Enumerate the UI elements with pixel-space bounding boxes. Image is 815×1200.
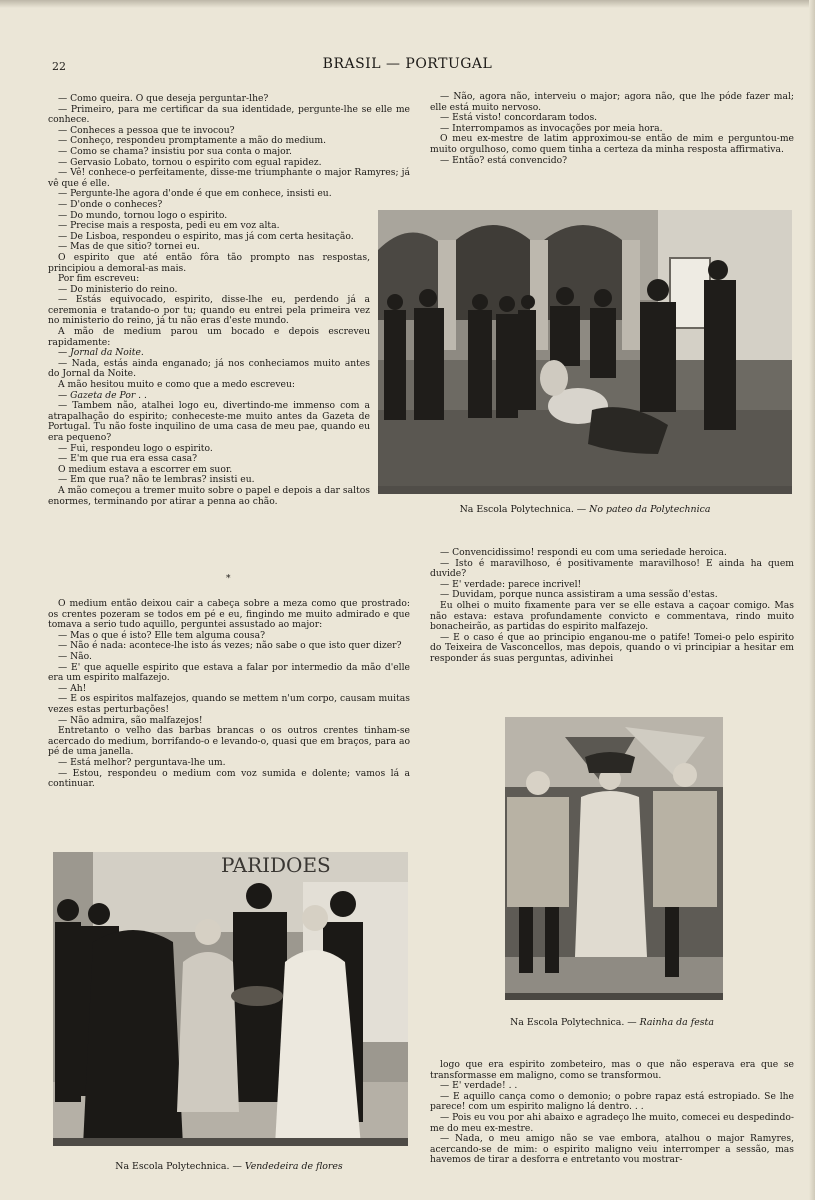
paragraph: — E aquillo cança como o demonio; o pobre rapaz está estropiado. Se lhe parece! com um espirito maligno lá dentro. . . [430,1090,794,1113]
paragraph: — Gervasio Lobato, tornou o espirito com egual rapidez. [58,156,322,168]
background-sign: PARIDOES [221,853,331,877]
paragraph: — Como queira. O que deseja perguntar-lhe? [58,93,269,104]
paragraph: Por fim escreveu: [58,273,140,285]
paragraph: — Interrompamos as invocações por meia hora. [440,122,663,134]
paragraph: — Fui, respondeu logo o espirito. [58,442,213,454]
text-column-left-middle [48,599,410,790]
paragraph: — Está visto! concordaram todos. [440,112,598,124]
page-number: 22 [52,60,66,73]
paragraph: — E os espiritos malfazejos, quando se mettem n'um corpo, causam muitas vezes estas perturbações! [48,693,410,715]
section-separator: * [226,574,231,584]
paragraph: — Não, agora não, interveiu o major; agora não, que lhe póde fazer mal; elle está muito nervoso. [430,91,794,113]
photo-queen [505,717,723,1000]
paragraph: — Mas de que sitio? tornei eu. [58,241,200,253]
photo-queen-image [505,717,723,1000]
paragraph: — Jornal da Noite. [58,347,144,359]
paragraph: — Não é nada: acontece-lhe isto ás vezes; não sabe o que isto quer dizer? [58,640,402,652]
paragraph: — Não. [58,650,92,662]
caption-subject: No pateo da Polytechnica [589,504,711,515]
page-top-edge [0,0,815,8]
paragraph: Eu olhei o muito fixamente para ver se elle estava a caçoar comigo. Mas não estava: estava profundamente convicto e commentava, rindo muito bonacheirão, as partidas do espirito malfazejo. [430,599,794,633]
paragraph: — Convencidissimo! respondi eu com uma seriedade heroica. [440,547,727,558]
paragraph: — Precise mais a resposta, pedi eu em voz alta. [58,220,280,232]
paragraph: A mão começou a tremer muito sobre o papel e depois a dar saltos enormes, terminando por atirar a penna ao chão. [48,484,370,507]
caption-place: Na Escola Polytechnica. [115,1161,230,1172]
paragraph: — E' que aquelle espirito que estava a falar por intermedio da mão d'elle era um espirito malfazejo. [48,661,410,684]
paragraph: — Conheces a pessoa que te invocou? [58,124,235,136]
caption-subject: Vendedeira de flores [244,1161,343,1172]
paragraph: O meu ex-mestre de latim approximou-se então de mim e perguntou-me muito orgulhoso, como quem tinha a certeza da minha resposta affirmativa. [430,133,794,155]
paragraph: O medium então deixou cair a cabeça sobre a meza como que prostrado: os crentes pozeram se todos em pé e eu, fingindo me muito admirado e que tomava a serio tudo aquillo, perguntei assustado ao major: [48,598,410,631]
page-header: BRASIL — PORTUGAL [322,56,493,72]
paragraph: — De Lisboa, respondeu o espirito, mas já com certa hesitação. [58,230,354,242]
caption-flower-seller: Na Escola Polytechnica. — Vendedeira de flores [115,1161,343,1172]
paragraph: — Pois eu vou por ahi abaixo e agradeço lhe muito, comecei eu despedindo-me do meu ex-mestre. [430,1111,794,1134]
text-column-right-top [430,92,794,166]
paragraph: — Primeiro, para me certificar da sua identidade, pergunte-lhe se elle me conhece. [48,103,410,126]
paragraph: — Nada, o meu amigo não se vae embora, atalhou o major Ramyres, acercando-se de mim: o espirito maligno veiu interromper a sessão, mas havemos de tirar a desforra e entretanto vou mostrar- [430,1133,794,1166]
paragraph: — Tambem não, atalhei logo eu, divertindo-me immenso com a atrapalhação do espirito; conheceste-me muito antes da Gazeta de Portugal. Tu não foste inquilino de uma casa de meu pae, quando eu era pequeno? [48,400,370,443]
paragraph: — Está melhor? perguntava-lhe um. [58,756,226,768]
caption-place: Na Escola Polytechnica. [459,504,574,515]
paragraph: — Como se chama? insistiu por sua conta o major. [58,145,292,157]
photo-flower-seller-image [53,852,408,1146]
paragraph: — Nada, estás ainda enganado; já nos conheciamos muito antes do Jornal da Noite. [48,357,370,380]
paragraph: Entretanto o velho das barbas brancas o os outros crentes tinham-se acercado do medium, borrifando-o e levando-o, quasi que em braços, para ao pé de uma janella. [48,725,410,758]
paragraph: — Pergunte-lhe agora d'onde é que em conhece, insisti eu. [58,188,332,200]
paragraph: — Então? está convencido? [440,154,568,166]
paragraph: — E' verdade! . . [440,1080,518,1092]
paragraph: O medium estava a escorrer em suor. [58,463,233,475]
paragraph: — Em que rua? não te lembras? insisti eu. [58,474,255,486]
paragraph: — D'onde o conheces? [58,198,163,210]
paragraph: — Conheço, respondeu promptamente a mão do medium. [58,135,327,147]
page-right-edge [809,0,815,1200]
paragraph: — Isto é maravilhoso, é positivamente maravilhoso! E ainda ha quem duvide? [430,557,794,580]
caption-queen: Na Escola Polytechnica. — Rainha da festa [510,1017,714,1028]
paragraph: — Ah! [58,682,87,694]
caption-courtyard: Na Escola Polytechnica. — No pateo da Polytechnica [459,504,711,515]
paragraph: — E'm que rua era essa casa? [58,453,198,465]
text-column-right-bottom [430,1060,794,1166]
photo-flower-seller [53,852,408,1146]
text-column-right-middle [430,548,794,665]
photo-courtyard [378,210,792,494]
paragraph: A mão hesitou muito e como que a medo escreveu: [58,379,295,391]
paragraph: — Do mundo, tornou logo o espirito. [58,209,228,221]
text-column-left-top [48,94,410,507]
paragraph: — Estou, respondeu o medium com voz sumida e dolente; vamos lá a continuar. [48,767,410,790]
paragraph: logo que era espirito zombeteiro, mas o que não esperava era que se transformasse em maligno, como se transformou. [430,1059,794,1081]
paragraph: — Duvidam, porque nunca assistiram a uma sessão d'estas. [440,589,718,601]
paragraph: O espirito que até então fôra tão prompto nas respostas, principiou a demoral-as mais. [48,251,370,274]
paragraph: — Vê! conhece-o perfeitamente, disse-me triumphante o major Ramyres; já vê que é elle. [48,167,410,189]
caption-subject: Rainha da festa [639,1017,714,1028]
paragraph: A mão de medium parou um bocado e depois escreveu rapidamente: [48,326,370,348]
caption-place: Na Escola Polytechnica. [510,1017,625,1028]
paragraph: — Gazeta de Por . . [58,389,147,401]
paragraph: — Mas o que é isto? Elle tem alguma cousa? [58,629,266,641]
paragraph: — Estás equivocado, espirito, disse-lhe eu, perdendo já a ceremonia e tratando-o por tu; quando eu entrei pela primeira vez no ministerio do reino, já tu não eras d'este mundo. [48,294,370,327]
paragraph: — Não admira, são malfazejos! [58,714,203,726]
paragraph: — Do ministerio do reino. [58,283,178,295]
paragraph: — E' verdade: parece incrivel! [440,578,582,590]
photo-courtyard-image [378,210,792,494]
paragraph: — E o caso é que ao principio enganou-me o patife! Tomei-o pelo espirito do Teixeira de Vasconcellos, mas depois, quando o vi principiar a hesitar em responder ás suas perguntas, adivinhei [430,631,794,664]
